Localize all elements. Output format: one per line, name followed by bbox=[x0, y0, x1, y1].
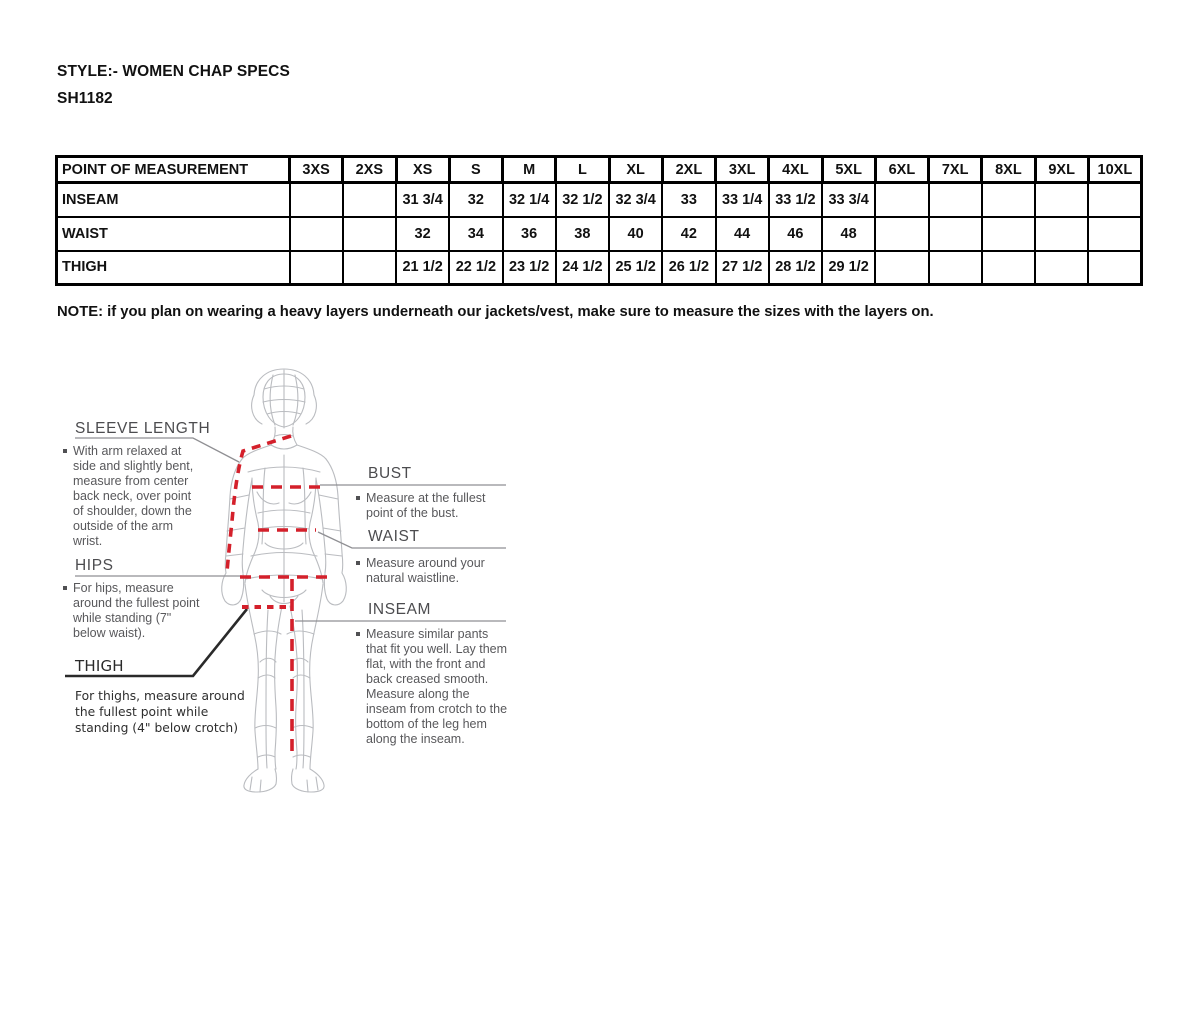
size-column-header: 3XS bbox=[290, 157, 343, 183]
size-value-cell bbox=[929, 251, 982, 285]
waist-heading: WAIST bbox=[368, 528, 420, 545]
bullet-icon bbox=[356, 496, 360, 500]
size-value-cell: 32 bbox=[396, 217, 449, 251]
size-value-cell: 34 bbox=[449, 217, 502, 251]
size-value-cell bbox=[343, 217, 396, 251]
size-value-cell: 25 1/2 bbox=[609, 251, 662, 285]
size-column-header: 9XL bbox=[1035, 157, 1088, 183]
inseam-instructions: Measure similar pants that fit you well. Lay them flat, with the front and back creased smooth. Measure along the inseam from crotch to the bottom of the leg hem along the inseam. bbox=[356, 627, 512, 747]
size-column-header: S bbox=[449, 157, 502, 183]
size-value-cell: 48 bbox=[822, 217, 875, 251]
hips-heading: HIPS bbox=[75, 557, 114, 574]
size-value-cell: 32 1/2 bbox=[556, 183, 609, 217]
hips-instructions: For hips, measure around the fullest point while standing (7" below waist). bbox=[63, 581, 205, 641]
bullet-icon bbox=[356, 561, 360, 565]
header-row bbox=[57, 157, 1142, 183]
size-value-cell: 29 1/2 bbox=[822, 251, 875, 285]
size-column-header: 6XL bbox=[875, 157, 928, 183]
size-value-cell bbox=[1035, 251, 1088, 285]
size-value-cell bbox=[1035, 183, 1088, 217]
size-value-cell: 44 bbox=[716, 217, 769, 251]
bust-instructions: Measure at the fullest point of the bust. bbox=[356, 491, 491, 521]
size-value-cell: 23 1/2 bbox=[503, 251, 556, 285]
size-column-header: 8XL bbox=[982, 157, 1035, 183]
size-value-cell bbox=[1035, 217, 1088, 251]
size-value-cell: 46 bbox=[769, 217, 822, 251]
size-column-header: 5XL bbox=[822, 157, 875, 183]
point-of-measurement-header: POINT OF MEASUREMENT bbox=[57, 157, 290, 183]
thigh-heading: THIGH bbox=[75, 657, 124, 675]
row-label: WAIST bbox=[57, 217, 290, 251]
size-column-header: 3XL bbox=[716, 157, 769, 183]
size-value-cell: 32 bbox=[449, 183, 502, 217]
size-value-cell: 28 1/2 bbox=[769, 251, 822, 285]
size-value-cell bbox=[1088, 183, 1141, 217]
size-value-cell bbox=[343, 183, 396, 217]
bullet-icon bbox=[356, 632, 360, 636]
size-value-cell bbox=[929, 217, 982, 251]
size-column-header: 2XL bbox=[662, 157, 715, 183]
sleeve-measure-line bbox=[227, 436, 291, 572]
size-value-cell: 33 3/4 bbox=[822, 183, 875, 217]
bullet-icon bbox=[63, 449, 67, 453]
size-value-cell: 40 bbox=[609, 217, 662, 251]
size-value-cell: 27 1/2 bbox=[716, 251, 769, 285]
size-value-cell: 42 bbox=[662, 217, 715, 251]
size-column-header: 10XL bbox=[1088, 157, 1141, 183]
size-value-cell bbox=[1088, 217, 1141, 251]
thigh-instructions: For thighs, measure around the fullest point while standing (4" below crotch) bbox=[75, 689, 245, 735]
size-value-cell bbox=[982, 183, 1035, 217]
size-column-header: 2XS bbox=[343, 157, 396, 183]
size-value-cell: 33 1/2 bbox=[769, 183, 822, 217]
size-value-cell: 24 1/2 bbox=[556, 251, 609, 285]
note-line: NOTE: if you plan on wearing a heavy layers underneath our jackets/vest, make sure to measure the sizes with the layers on. bbox=[57, 304, 934, 320]
size-column-header: 7XL bbox=[929, 157, 982, 183]
inseam-heading: INSEAM bbox=[368, 601, 432, 618]
size-value-cell: 21 1/2 bbox=[396, 251, 449, 285]
size-value-cell: 33 1/4 bbox=[716, 183, 769, 217]
size-table-wrap bbox=[55, 155, 1143, 286]
row-label: THIGH bbox=[57, 251, 290, 285]
bust-heading: BUST bbox=[368, 465, 412, 482]
size-value-cell bbox=[875, 251, 928, 285]
size-table bbox=[55, 155, 1143, 286]
size-value-cell bbox=[290, 183, 343, 217]
size-column-header: M bbox=[503, 157, 556, 183]
size-value-cell: 31 3/4 bbox=[396, 183, 449, 217]
size-value-cell bbox=[982, 217, 1035, 251]
size-value-cell bbox=[875, 217, 928, 251]
size-column-header: L bbox=[556, 157, 609, 183]
size-column-header: XL bbox=[609, 157, 662, 183]
size-value-cell bbox=[929, 183, 982, 217]
measurement-row bbox=[57, 251, 1142, 285]
sleeve-length-instructions: With arm relaxed at side and slightly bent, measure from center back neck, over point of shoulder, down the outside of the arm wrist. bbox=[63, 444, 195, 549]
style-title: STYLE:- WOMEN CHAP SPECS bbox=[57, 63, 290, 80]
style-code: SH1182 bbox=[57, 90, 113, 107]
size-value-cell bbox=[290, 217, 343, 251]
waist-instructions: Measure around your natural waistline. bbox=[356, 556, 491, 586]
size-value-cell bbox=[290, 251, 343, 285]
size-value-cell: 38 bbox=[556, 217, 609, 251]
row-label: INSEAM bbox=[57, 183, 290, 217]
measurement-row bbox=[57, 217, 1142, 251]
size-value-cell: 33 bbox=[662, 183, 715, 217]
bullet-icon bbox=[63, 586, 67, 590]
size-value-cell: 32 1/4 bbox=[503, 183, 556, 217]
measurement-row bbox=[57, 183, 1142, 217]
size-value-cell: 32 3/4 bbox=[609, 183, 662, 217]
sleeve-length-heading: SLEEVE LENGTH bbox=[75, 420, 211, 437]
size-value-cell: 36 bbox=[503, 217, 556, 251]
size-value-cell bbox=[343, 251, 396, 285]
size-column-header: 4XL bbox=[769, 157, 822, 183]
size-column-header: XS bbox=[396, 157, 449, 183]
size-value-cell: 22 1/2 bbox=[449, 251, 502, 285]
size-value-cell bbox=[1088, 251, 1141, 285]
size-value-cell bbox=[982, 251, 1035, 285]
size-value-cell bbox=[875, 183, 928, 217]
size-value-cell: 26 1/2 bbox=[662, 251, 715, 285]
